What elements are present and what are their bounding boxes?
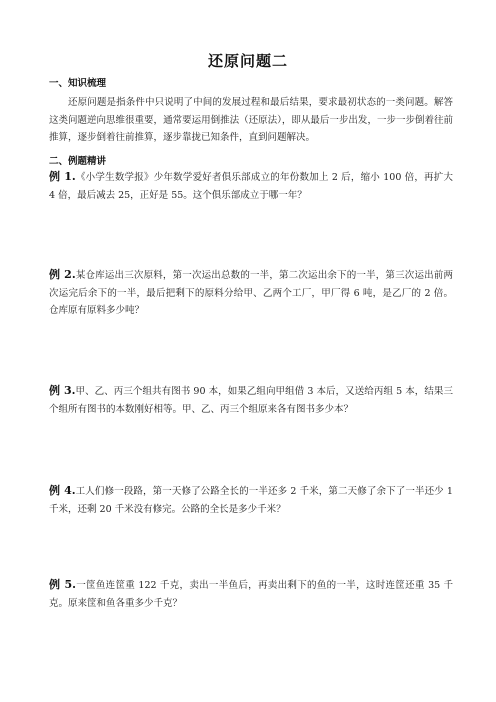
example-4 xyxy=(49,482,453,518)
example-3-text: 甲、乙、丙三个组共有图书 90 本，如果乙组向甲组借 3 本后，又送给丙组 5 本，结果三个组所有图书的本数刚好相等。甲、乙、丙三个组原来各有图书多少本？ xyxy=(49,386,453,415)
example-4-label: 例 4. xyxy=(49,484,76,497)
example-2-text: 某仓库运出三次原料，第一次运出总数的一半，第二次运出余下的一半，第三次运出前两次运完后余下的一半，最后把剩下的原料分给甲、乙两个工厂，甲厂得 6 吨，是乙厂的 2 倍。仓库原有原料多少吨？ xyxy=(49,270,453,316)
document-title: 还原问题二 xyxy=(207,52,288,70)
example-3 xyxy=(49,382,453,418)
example-2 xyxy=(49,266,453,320)
example-5-label: 例 5. xyxy=(49,578,76,591)
example-4-text: 工人们修一段路，第一天修了公路全长的一半还多 2 千米，第二天修了余下了一半还少 1 千米，还剩 20 千米没有修完。公路的全长是多少千米？ xyxy=(49,486,453,515)
example-5 xyxy=(49,576,453,612)
example-1-text: 《小学生数学报》少年数学爱好者俱乐部成立的年份数加上 2 后，缩小 100 倍，再扩大 4 倍，最后减去 25，正好是 55。这个俱乐部成立于哪一年？ xyxy=(49,172,453,201)
example-1-label: 例 1. xyxy=(49,170,76,183)
example-3-label: 例 3. xyxy=(49,384,76,397)
example-1 xyxy=(49,168,453,204)
knowledge-paragraph: 还原问题是指条件中只说明了中间的发展过程和最后结果，要求最初状态的一类问题。解答这类问题逆向思维很重要，通常要运用倒推法（还原法），即从最后一步出发，一步一步倒着往前推算，逐步倒着往前推算，逐步靠拢已知条件，直到问题解决。 xyxy=(49,97,453,143)
example-2-label: 例 2. xyxy=(49,268,76,281)
section-heading-knowledge: 一、知识梳理 xyxy=(49,78,107,89)
example-5-text: 一筐鱼连筐重 122 千克，卖出一半鱼后，再卖出剩下的鱼的一半，这时连筐还重 35 千克。原来筐和鱼各重多少千克？ xyxy=(49,580,453,609)
section-heading-examples: 二、例题精讲 xyxy=(49,156,107,167)
